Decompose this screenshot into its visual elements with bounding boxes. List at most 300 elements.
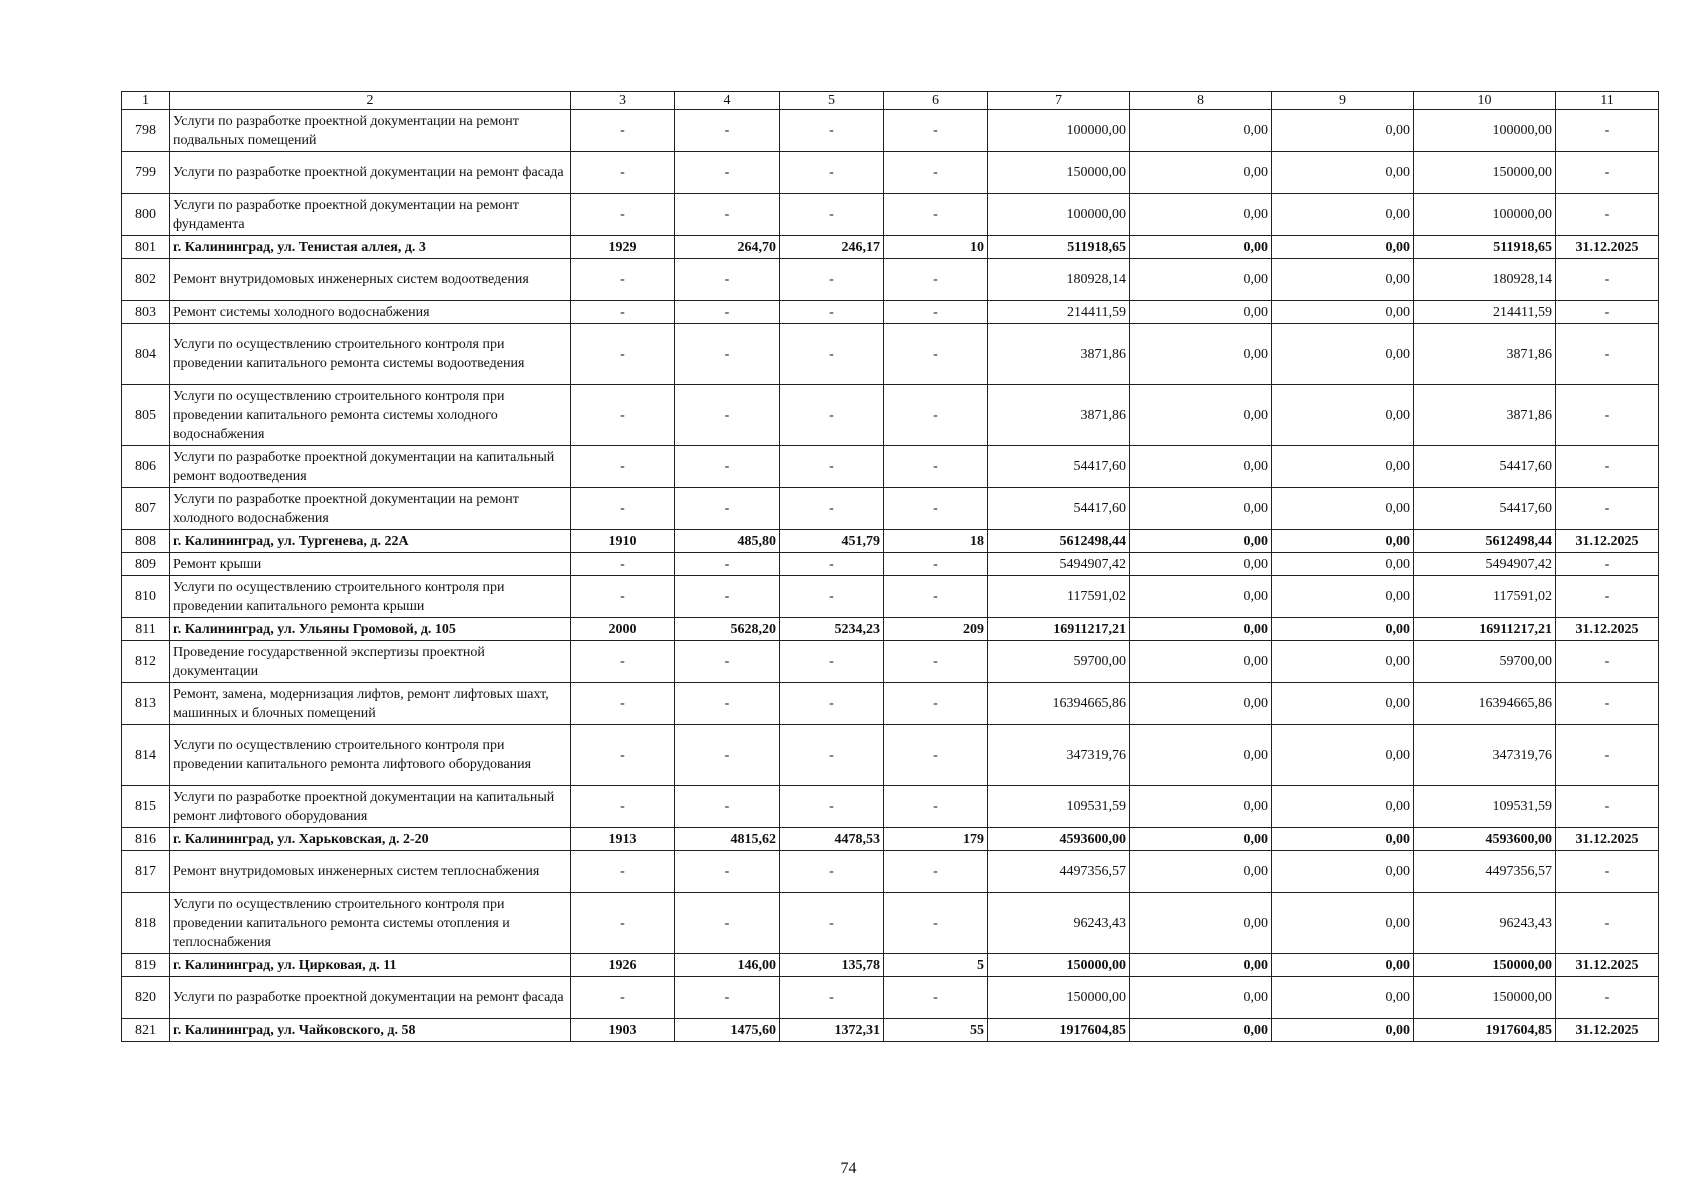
total-cost-cell: 150000,00 xyxy=(988,977,1130,1019)
living-area-cell: - xyxy=(780,576,884,618)
build-year-cell: - xyxy=(571,446,675,488)
total-area-cell: - xyxy=(675,446,780,488)
other-cost-cell: 0,00 xyxy=(1272,641,1414,683)
address-row xyxy=(122,530,1659,553)
other-cost-cell: 0,00 xyxy=(1272,725,1414,786)
residents-cell: - xyxy=(884,576,988,618)
build-year-cell: 1929 xyxy=(571,236,675,259)
completion-date-cell: - xyxy=(1556,977,1659,1019)
owners-cost-cell: 54417,60 xyxy=(1414,488,1556,530)
total-area-cell: - xyxy=(675,725,780,786)
living-area-cell: - xyxy=(780,259,884,301)
total-area-cell: 4815,62 xyxy=(675,828,780,851)
fund-cost-cell: 0,00 xyxy=(1130,1019,1272,1042)
owners-cost-cell: 96243,43 xyxy=(1414,893,1556,954)
table-row xyxy=(122,725,1659,786)
fund-cost-cell: 0,00 xyxy=(1130,641,1272,683)
total-area-cell: - xyxy=(675,893,780,954)
residents-cell: - xyxy=(884,110,988,152)
fund-cost-cell: 0,00 xyxy=(1130,152,1272,194)
total-area-cell: - xyxy=(675,977,780,1019)
owners-cost-cell: 100000,00 xyxy=(1414,110,1556,152)
work-name-cell: Услуги по разработке проектной документации на ремонт подвальных помещений xyxy=(170,110,571,152)
other-cost-cell: 0,00 xyxy=(1272,851,1414,893)
build-year-cell: - xyxy=(571,683,675,725)
owners-cost-cell: 16911217,21 xyxy=(1414,618,1556,641)
column-number: 5 xyxy=(780,92,884,110)
living-area-cell: 246,17 xyxy=(780,236,884,259)
living-area-cell: - xyxy=(780,683,884,725)
total-area-cell: - xyxy=(675,324,780,385)
column-number: 6 xyxy=(884,92,988,110)
residents-cell: 209 xyxy=(884,618,988,641)
owners-cost-cell: 109531,59 xyxy=(1414,786,1556,828)
work-name-cell: Услуги по осуществлению строительного контроля при проведении капитального ремонта системы холодного водоснабжения xyxy=(170,385,571,446)
build-year-cell: - xyxy=(571,786,675,828)
work-name-cell: Услуги по разработке проектной документации на ремонт холодного водоснабжения xyxy=(170,488,571,530)
completion-date-cell: - xyxy=(1556,152,1659,194)
total-cost-cell: 4593600,00 xyxy=(988,828,1130,851)
row-number-cell: 798 xyxy=(122,110,170,152)
total-area-cell: - xyxy=(675,683,780,725)
table-body xyxy=(122,92,1659,1042)
row-number-cell: 813 xyxy=(122,683,170,725)
fund-cost-cell: 0,00 xyxy=(1130,954,1272,977)
table-row xyxy=(122,301,1659,324)
living-area-cell: - xyxy=(780,152,884,194)
page-number: 74 xyxy=(840,1160,857,1177)
fund-cost-cell: 0,00 xyxy=(1130,259,1272,301)
work-name-cell: Услуги по осуществлению строительного контроля при проведении капитального ремонта лифтового оборудования xyxy=(170,725,571,786)
completion-date-cell: - xyxy=(1556,576,1659,618)
build-year-cell: 1903 xyxy=(571,1019,675,1042)
living-area-cell: - xyxy=(780,851,884,893)
table-row xyxy=(122,893,1659,954)
owners-cost-cell: 3871,86 xyxy=(1414,385,1556,446)
total-cost-cell: 109531,59 xyxy=(988,786,1130,828)
other-cost-cell: 0,00 xyxy=(1272,828,1414,851)
completion-date-cell: - xyxy=(1556,786,1659,828)
other-cost-cell: 0,00 xyxy=(1272,385,1414,446)
work-name-cell: Услуги по осуществлению строительного контроля при проведении капитального ремонта системы водоотведения xyxy=(170,324,571,385)
row-number-cell: 803 xyxy=(122,301,170,324)
completion-date-cell: - xyxy=(1556,641,1659,683)
work-name-cell: г. Калининград, ул. Тургенева, д. 22А xyxy=(170,530,571,553)
living-area-cell: - xyxy=(780,488,884,530)
residents-cell: - xyxy=(884,553,988,576)
total-cost-cell: 180928,14 xyxy=(988,259,1130,301)
fund-cost-cell: 0,00 xyxy=(1130,828,1272,851)
owners-cost-cell: 150000,00 xyxy=(1414,152,1556,194)
residents-cell: - xyxy=(884,977,988,1019)
residents-cell: 5 xyxy=(884,954,988,977)
work-name-cell: Ремонт, замена, модернизация лифтов, ремонт лифтовых шахт, машинных и блочных помещений xyxy=(170,683,571,725)
total-cost-cell: 59700,00 xyxy=(988,641,1130,683)
build-year-cell: 1926 xyxy=(571,954,675,977)
total-area-cell: - xyxy=(675,110,780,152)
work-name-cell: Услуги по осуществлению строительного контроля при проведении капитального ремонта системы отопления и теплоснабжения xyxy=(170,893,571,954)
completion-date-cell: - xyxy=(1556,385,1659,446)
living-area-cell: - xyxy=(780,194,884,236)
total-cost-cell: 96243,43 xyxy=(988,893,1130,954)
row-number-cell: 816 xyxy=(122,828,170,851)
other-cost-cell: 0,00 xyxy=(1272,110,1414,152)
other-cost-cell: 0,00 xyxy=(1272,446,1414,488)
other-cost-cell: 0,00 xyxy=(1272,530,1414,553)
total-cost-cell: 3871,86 xyxy=(988,324,1130,385)
work-name-cell: г. Калининград, ул. Цирковая, д. 11 xyxy=(170,954,571,977)
residents-cell: - xyxy=(884,683,988,725)
other-cost-cell: 0,00 xyxy=(1272,194,1414,236)
build-year-cell: - xyxy=(571,152,675,194)
total-cost-cell: 5612498,44 xyxy=(988,530,1130,553)
total-area-cell: - xyxy=(675,851,780,893)
work-name-cell: Услуги по осуществлению строительного контроля при проведении капитального ремонта крыши xyxy=(170,576,571,618)
fund-cost-cell: 0,00 xyxy=(1130,236,1272,259)
build-year-cell: - xyxy=(571,641,675,683)
total-cost-cell: 347319,76 xyxy=(988,725,1130,786)
address-row xyxy=(122,236,1659,259)
owners-cost-cell: 16394665,86 xyxy=(1414,683,1556,725)
residents-cell: - xyxy=(884,893,988,954)
other-cost-cell: 0,00 xyxy=(1272,977,1414,1019)
completion-date-cell: - xyxy=(1556,553,1659,576)
column-number: 7 xyxy=(988,92,1130,110)
column-number: 2 xyxy=(170,92,571,110)
other-cost-cell: 0,00 xyxy=(1272,576,1414,618)
completion-date-cell: 31.12.2025 xyxy=(1556,236,1659,259)
build-year-cell: - xyxy=(571,893,675,954)
table-row xyxy=(122,259,1659,301)
row-number-cell: 812 xyxy=(122,641,170,683)
table-row xyxy=(122,194,1659,236)
build-year-cell: - xyxy=(571,194,675,236)
address-row xyxy=(122,954,1659,977)
total-area-cell: 485,80 xyxy=(675,530,780,553)
living-area-cell: - xyxy=(780,301,884,324)
completion-date-cell: - xyxy=(1556,194,1659,236)
completion-date-cell: 31.12.2025 xyxy=(1556,828,1659,851)
table-row xyxy=(122,110,1659,152)
total-area-cell: - xyxy=(675,641,780,683)
total-area-cell: - xyxy=(675,385,780,446)
work-name-cell: г. Калининград, ул. Ульяны Громовой, д. 105 xyxy=(170,618,571,641)
work-name-cell: Услуги по разработке проектной документации на ремонт фасада xyxy=(170,977,571,1019)
owners-cost-cell: 180928,14 xyxy=(1414,259,1556,301)
fund-cost-cell: 0,00 xyxy=(1130,893,1272,954)
table-row xyxy=(122,977,1659,1019)
living-area-cell: - xyxy=(780,641,884,683)
other-cost-cell: 0,00 xyxy=(1272,553,1414,576)
fund-cost-cell: 0,00 xyxy=(1130,194,1272,236)
total-area-cell: - xyxy=(675,576,780,618)
fund-cost-cell: 0,00 xyxy=(1130,618,1272,641)
total-cost-cell: 3871,86 xyxy=(988,385,1130,446)
total-cost-cell: 5494907,42 xyxy=(988,553,1130,576)
other-cost-cell: 0,00 xyxy=(1272,683,1414,725)
work-name-cell: Услуги по разработке проектной документации на капитальный ремонт лифтового оборудования xyxy=(170,786,571,828)
completion-date-cell: - xyxy=(1556,683,1659,725)
row-number-cell: 814 xyxy=(122,725,170,786)
residents-cell: 179 xyxy=(884,828,988,851)
fund-cost-cell: 0,00 xyxy=(1130,110,1272,152)
table-row xyxy=(122,446,1659,488)
living-area-cell: - xyxy=(780,977,884,1019)
completion-date-cell: 31.12.2025 xyxy=(1556,530,1659,553)
row-number-cell: 818 xyxy=(122,893,170,954)
other-cost-cell: 0,00 xyxy=(1272,236,1414,259)
total-cost-cell: 1917604,85 xyxy=(988,1019,1130,1042)
total-area-cell: 1475,60 xyxy=(675,1019,780,1042)
completion-date-cell: - xyxy=(1556,893,1659,954)
address-row xyxy=(122,618,1659,641)
build-year-cell: - xyxy=(571,977,675,1019)
total-area-cell: - xyxy=(675,488,780,530)
owners-cost-cell: 117591,02 xyxy=(1414,576,1556,618)
living-area-cell: 1372,31 xyxy=(780,1019,884,1042)
work-name-cell: Услуги по разработке проектной документации на ремонт фасада xyxy=(170,152,571,194)
fund-cost-cell: 0,00 xyxy=(1130,576,1272,618)
residents-cell: - xyxy=(884,641,988,683)
fund-cost-cell: 0,00 xyxy=(1130,446,1272,488)
work-name-cell: Услуги по разработке проектной документации на ремонт фундамента xyxy=(170,194,571,236)
fund-cost-cell: 0,00 xyxy=(1130,324,1272,385)
completion-date-cell: - xyxy=(1556,259,1659,301)
column-number: 11 xyxy=(1556,92,1659,110)
total-area-cell: 264,70 xyxy=(675,236,780,259)
owners-cost-cell: 4593600,00 xyxy=(1414,828,1556,851)
living-area-cell: - xyxy=(780,110,884,152)
living-area-cell: - xyxy=(780,786,884,828)
column-number: 1 xyxy=(122,92,170,110)
build-year-cell: - xyxy=(571,488,675,530)
fund-cost-cell: 0,00 xyxy=(1130,530,1272,553)
table-row xyxy=(122,385,1659,446)
fund-cost-cell: 0,00 xyxy=(1130,683,1272,725)
completion-date-cell: - xyxy=(1556,324,1659,385)
build-year-cell: - xyxy=(571,576,675,618)
build-year-cell: 2000 xyxy=(571,618,675,641)
owners-cost-cell: 3871,86 xyxy=(1414,324,1556,385)
works-table xyxy=(121,91,1659,1042)
residents-cell: - xyxy=(884,385,988,446)
residents-cell: - xyxy=(884,324,988,385)
work-name-cell: Проведение государственной экспертизы проектной документации xyxy=(170,641,571,683)
residents-cell: - xyxy=(884,301,988,324)
total-cost-cell: 16394665,86 xyxy=(988,683,1130,725)
total-cost-cell: 214411,59 xyxy=(988,301,1130,324)
row-number-cell: 805 xyxy=(122,385,170,446)
completion-date-cell: - xyxy=(1556,446,1659,488)
build-year-cell: - xyxy=(571,553,675,576)
living-area-cell: - xyxy=(780,385,884,446)
row-number-cell: 810 xyxy=(122,576,170,618)
build-year-cell: 1913 xyxy=(571,828,675,851)
completion-date-cell: 31.12.2025 xyxy=(1556,954,1659,977)
residents-cell: - xyxy=(884,488,988,530)
residents-cell: - xyxy=(884,446,988,488)
other-cost-cell: 0,00 xyxy=(1272,259,1414,301)
table-row xyxy=(122,152,1659,194)
work-name-cell: г. Калининград, ул. Чайковского, д. 58 xyxy=(170,1019,571,1042)
total-area-cell: - xyxy=(675,194,780,236)
work-name-cell: Ремонт системы холодного водоснабжения xyxy=(170,301,571,324)
residents-cell: - xyxy=(884,194,988,236)
row-number-cell: 809 xyxy=(122,553,170,576)
row-number-cell: 806 xyxy=(122,446,170,488)
living-area-cell: 4478,53 xyxy=(780,828,884,851)
owners-cost-cell: 150000,00 xyxy=(1414,954,1556,977)
fund-cost-cell: 0,00 xyxy=(1130,977,1272,1019)
build-year-cell: - xyxy=(571,385,675,446)
residents-cell: 18 xyxy=(884,530,988,553)
owners-cost-cell: 5612498,44 xyxy=(1414,530,1556,553)
total-area-cell: - xyxy=(675,152,780,194)
work-name-cell: Услуги по разработке проектной документации на капитальный ремонт водоотведения xyxy=(170,446,571,488)
column-number: 8 xyxy=(1130,92,1272,110)
build-year-cell: 1910 xyxy=(571,530,675,553)
column-number: 4 xyxy=(675,92,780,110)
build-year-cell: - xyxy=(571,324,675,385)
residents-cell: 10 xyxy=(884,236,988,259)
build-year-cell: - xyxy=(571,301,675,324)
total-cost-cell: 150000,00 xyxy=(988,152,1130,194)
row-number-cell: 807 xyxy=(122,488,170,530)
owners-cost-cell: 511918,65 xyxy=(1414,236,1556,259)
living-area-cell: 451,79 xyxy=(780,530,884,553)
total-area-cell: - xyxy=(675,786,780,828)
row-number-cell: 821 xyxy=(122,1019,170,1042)
column-number: 9 xyxy=(1272,92,1414,110)
build-year-cell: - xyxy=(571,259,675,301)
other-cost-cell: 0,00 xyxy=(1272,488,1414,530)
address-row xyxy=(122,828,1659,851)
other-cost-cell: 0,00 xyxy=(1272,618,1414,641)
row-number-cell: 808 xyxy=(122,530,170,553)
row-number-cell: 804 xyxy=(122,324,170,385)
table-row xyxy=(122,324,1659,385)
owners-cost-cell: 59700,00 xyxy=(1414,641,1556,683)
row-number-cell: 817 xyxy=(122,851,170,893)
fund-cost-cell: 0,00 xyxy=(1130,301,1272,324)
other-cost-cell: 0,00 xyxy=(1272,954,1414,977)
row-number-cell: 819 xyxy=(122,954,170,977)
table-row xyxy=(122,576,1659,618)
work-name-cell: г. Калининград, ул. Тенистая аллея, д. 3 xyxy=(170,236,571,259)
total-area-cell: - xyxy=(675,259,780,301)
work-name-cell: Ремонт внутридомовых инженерных систем водоотведения xyxy=(170,259,571,301)
completion-date-cell: - xyxy=(1556,110,1659,152)
fund-cost-cell: 0,00 xyxy=(1130,385,1272,446)
other-cost-cell: 0,00 xyxy=(1272,1019,1414,1042)
owners-cost-cell: 4497356,57 xyxy=(1414,851,1556,893)
living-area-cell: - xyxy=(780,553,884,576)
total-area-cell: 5628,20 xyxy=(675,618,780,641)
other-cost-cell: 0,00 xyxy=(1272,324,1414,385)
work-name-cell: Ремонт внутридомовых инженерных систем теплоснабжения xyxy=(170,851,571,893)
owners-cost-cell: 1917604,85 xyxy=(1414,1019,1556,1042)
address-row xyxy=(122,1019,1659,1042)
total-cost-cell: 4497356,57 xyxy=(988,851,1130,893)
table-row xyxy=(122,641,1659,683)
residents-cell: - xyxy=(884,851,988,893)
fund-cost-cell: 0,00 xyxy=(1130,725,1272,786)
owners-cost-cell: 5494907,42 xyxy=(1414,553,1556,576)
build-year-cell: - xyxy=(571,110,675,152)
total-area-cell: - xyxy=(675,553,780,576)
total-cost-cell: 150000,00 xyxy=(988,954,1130,977)
total-area-cell: - xyxy=(675,301,780,324)
residents-cell: - xyxy=(884,725,988,786)
total-cost-cell: 511918,65 xyxy=(988,236,1130,259)
other-cost-cell: 0,00 xyxy=(1272,152,1414,194)
work-name-cell: г. Калининград, ул. Харьковская, д. 2-20 xyxy=(170,828,571,851)
residents-cell: 55 xyxy=(884,1019,988,1042)
completion-date-cell: - xyxy=(1556,301,1659,324)
column-number: 10 xyxy=(1414,92,1556,110)
fund-cost-cell: 0,00 xyxy=(1130,488,1272,530)
completion-date-cell: - xyxy=(1556,851,1659,893)
owners-cost-cell: 347319,76 xyxy=(1414,725,1556,786)
fund-cost-cell: 0,00 xyxy=(1130,786,1272,828)
row-number-cell: 811 xyxy=(122,618,170,641)
total-cost-cell: 100000,00 xyxy=(988,194,1130,236)
living-area-cell: - xyxy=(780,324,884,385)
build-year-cell: - xyxy=(571,851,675,893)
living-area-cell: - xyxy=(780,893,884,954)
fund-cost-cell: 0,00 xyxy=(1130,851,1272,893)
row-number-cell: 802 xyxy=(122,259,170,301)
other-cost-cell: 0,00 xyxy=(1272,893,1414,954)
completion-date-cell: 31.12.2025 xyxy=(1556,618,1659,641)
table-row xyxy=(122,553,1659,576)
build-year-cell: - xyxy=(571,725,675,786)
total-cost-cell: 54417,60 xyxy=(988,488,1130,530)
completion-date-cell: - xyxy=(1556,725,1659,786)
table-row xyxy=(122,488,1659,530)
row-number-cell: 800 xyxy=(122,194,170,236)
living-area-cell: - xyxy=(780,725,884,786)
owners-cost-cell: 100000,00 xyxy=(1414,194,1556,236)
column-number-row xyxy=(122,92,1659,110)
total-cost-cell: 100000,00 xyxy=(988,110,1130,152)
total-area-cell: 146,00 xyxy=(675,954,780,977)
owners-cost-cell: 54417,60 xyxy=(1414,446,1556,488)
table-row xyxy=(122,786,1659,828)
row-number-cell: 801 xyxy=(122,236,170,259)
total-cost-cell: 54417,60 xyxy=(988,446,1130,488)
column-number: 3 xyxy=(571,92,675,110)
other-cost-cell: 0,00 xyxy=(1272,301,1414,324)
owners-cost-cell: 150000,00 xyxy=(1414,977,1556,1019)
row-number-cell: 820 xyxy=(122,977,170,1019)
residents-cell: - xyxy=(884,786,988,828)
row-number-cell: 799 xyxy=(122,152,170,194)
living-area-cell: 5234,23 xyxy=(780,618,884,641)
living-area-cell: 135,78 xyxy=(780,954,884,977)
living-area-cell: - xyxy=(780,446,884,488)
total-cost-cell: 117591,02 xyxy=(988,576,1130,618)
total-cost-cell: 16911217,21 xyxy=(988,618,1130,641)
other-cost-cell: 0,00 xyxy=(1272,786,1414,828)
fund-cost-cell: 0,00 xyxy=(1130,553,1272,576)
residents-cell: - xyxy=(884,259,988,301)
residents-cell: - xyxy=(884,152,988,194)
owners-cost-cell: 214411,59 xyxy=(1414,301,1556,324)
completion-date-cell: 31.12.2025 xyxy=(1556,1019,1659,1042)
table-row xyxy=(122,851,1659,893)
row-number-cell: 815 xyxy=(122,786,170,828)
